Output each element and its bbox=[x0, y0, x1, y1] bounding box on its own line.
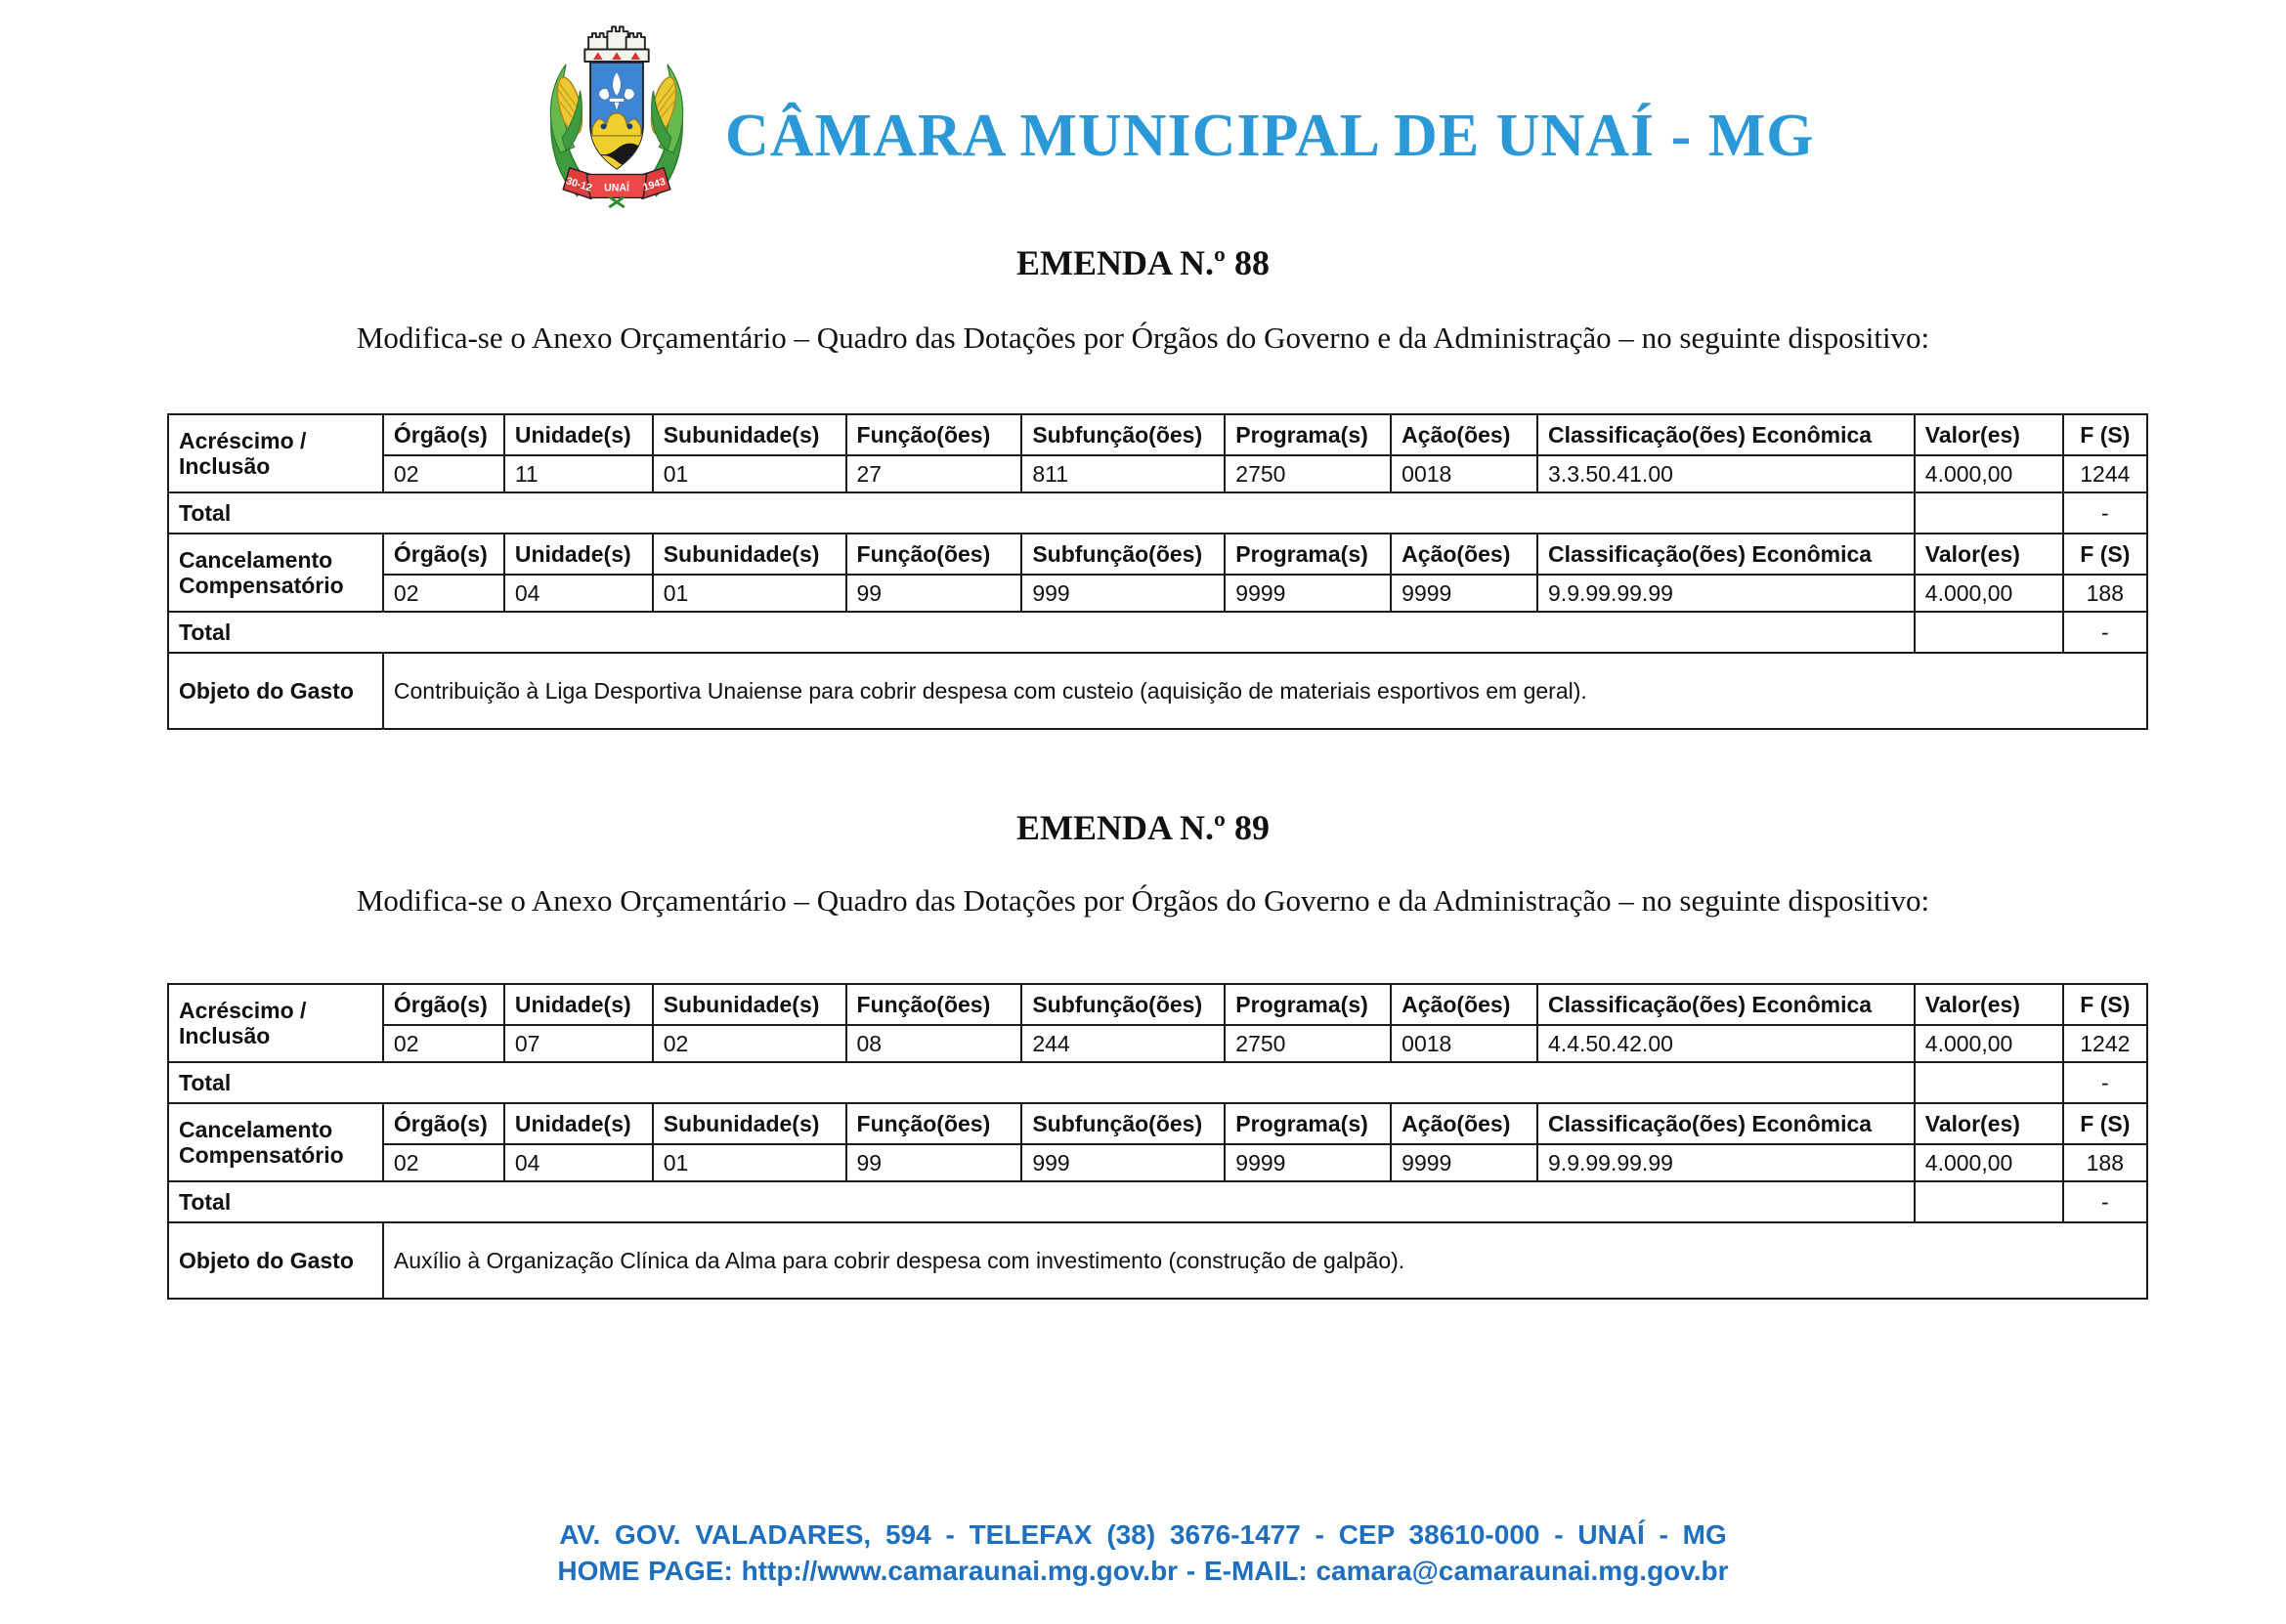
value-cell: 9.9.99.99.99 bbox=[1537, 1144, 1915, 1181]
column-header: Programa(s) bbox=[1225, 414, 1391, 455]
column-header: Unidade(s) bbox=[504, 984, 653, 1025]
column-header: Unidade(s) bbox=[504, 534, 653, 575]
value-cell: 01 bbox=[653, 575, 846, 612]
total-row-label: Total bbox=[168, 612, 1915, 653]
column-header: Subunidade(s) bbox=[653, 414, 846, 455]
ribbon-date-right: 1943 bbox=[641, 175, 668, 194]
column-header: Subunidade(s) bbox=[653, 534, 846, 575]
value-cell: 01 bbox=[653, 1144, 846, 1181]
emenda-89-title: EMENDA N.º 89 bbox=[1016, 808, 1270, 847]
column-header: Valor(es) bbox=[1915, 534, 2063, 575]
column-header: Valor(es) bbox=[1915, 1103, 2063, 1144]
column-header: Órgão(s) bbox=[383, 984, 504, 1025]
value-cell: 08 bbox=[846, 1025, 1022, 1062]
value-cell: 0018 bbox=[1391, 1025, 1537, 1062]
emenda-88-title: EMENDA N.º 88 bbox=[1016, 243, 1270, 282]
column-header: F (S) bbox=[2063, 414, 2147, 455]
column-header: Órgão(s) bbox=[383, 414, 504, 455]
value-cell: 9999 bbox=[1225, 575, 1391, 612]
value-cell: 999 bbox=[1021, 575, 1225, 612]
value-cell: 04 bbox=[504, 1144, 653, 1181]
emenda-89-budget-table bbox=[167, 983, 2148, 1300]
objeto-label: Objeto do Gasto bbox=[168, 653, 383, 729]
total-row-label: Total bbox=[168, 1062, 1915, 1103]
value-cell: 07 bbox=[504, 1025, 653, 1062]
value-cell: 999 bbox=[1021, 1144, 1225, 1181]
value-cell: 244 bbox=[1021, 1025, 1225, 1062]
column-header: F (S) bbox=[2063, 1103, 2147, 1144]
value-cell: 188 bbox=[2063, 575, 2147, 612]
coat-of-arms-icon bbox=[539, 12, 694, 209]
column-header: Subfunção(ões) bbox=[1021, 414, 1225, 455]
value-cell: 02 bbox=[383, 1025, 504, 1062]
column-header: Ação(ões) bbox=[1391, 414, 1537, 455]
value-cell: 11 bbox=[504, 455, 653, 492]
section-label: Acréscimo / Inclusão bbox=[168, 984, 383, 1062]
column-header: Subfunção(ões) bbox=[1021, 534, 1225, 575]
total-valor-cell bbox=[1915, 612, 2063, 653]
column-header: Classificação(ões) Econômica bbox=[1537, 414, 1915, 455]
value-cell: 811 bbox=[1021, 455, 1225, 492]
emenda-88-budget-table bbox=[167, 413, 2148, 730]
total-fs-cell: - bbox=[2063, 1062, 2147, 1103]
column-header: F (S) bbox=[2063, 534, 2147, 575]
total-fs-cell: - bbox=[2063, 1181, 2147, 1222]
value-cell: 01 bbox=[653, 455, 846, 492]
column-header: Programa(s) bbox=[1225, 1103, 1391, 1144]
value-cell: 02 bbox=[383, 455, 504, 492]
organization-title: CÂMARA MUNICIPAL DE UNAÍ - MG bbox=[725, 103, 1815, 169]
objeto-text: Auxílio à Organização Clínica da Alma para cobrir despesa com investimento (construção de galpão). bbox=[383, 1222, 2147, 1299]
emenda-88-intro: Modifica-se o Anexo Orçamentário – Quadro das Dotações por Órgãos do Governo e da Administração – no seguinte dispositivo: bbox=[356, 321, 1930, 355]
total-row-label: Total bbox=[168, 1181, 1915, 1222]
value-cell: 02 bbox=[383, 1144, 504, 1181]
total-row-label: Total bbox=[168, 492, 1915, 534]
column-header: Subunidade(s) bbox=[653, 1103, 846, 1144]
column-header: Valor(es) bbox=[1915, 984, 2063, 1025]
column-header: Ação(ões) bbox=[1391, 1103, 1537, 1144]
column-header: Órgão(s) bbox=[383, 534, 504, 575]
value-cell: 4.000,00 bbox=[1915, 1025, 2063, 1062]
value-cell: 9.9.99.99.99 bbox=[1537, 575, 1915, 612]
total-fs-cell: - bbox=[2063, 612, 2147, 653]
column-header: Programa(s) bbox=[1225, 534, 1391, 575]
column-header: Classificação(ões) Econômica bbox=[1537, 984, 1915, 1025]
value-cell: 4.000,00 bbox=[1915, 1144, 2063, 1181]
footer-contact-line: HOME PAGE: http://www.camaraunai.mg.gov.br - E-MAIL: camara@camaraunai.mg.gov.br bbox=[557, 1556, 1729, 1586]
column-header: Classificação(ões) Econômica bbox=[1537, 534, 1915, 575]
total-valor-cell bbox=[1915, 1181, 2063, 1222]
coat-of-arms-logo bbox=[539, 12, 694, 209]
value-cell: 02 bbox=[653, 1025, 846, 1062]
value-cell: 4.4.50.42.00 bbox=[1537, 1025, 1915, 1062]
column-header: Subunidade(s) bbox=[653, 984, 846, 1025]
column-header: Classificação(ões) Econômica bbox=[1537, 1103, 1915, 1144]
value-cell: 1242 bbox=[2063, 1025, 2147, 1062]
value-cell: 4.000,00 bbox=[1915, 455, 2063, 492]
column-header: Programa(s) bbox=[1225, 984, 1391, 1025]
value-cell: 1244 bbox=[2063, 455, 2147, 492]
value-cell: 27 bbox=[846, 455, 1022, 492]
column-header: F (S) bbox=[2063, 984, 2147, 1025]
column-header: Valor(es) bbox=[1915, 414, 2063, 455]
value-cell: 99 bbox=[846, 1144, 1022, 1181]
value-cell: 0018 bbox=[1391, 455, 1537, 492]
ribbon-city-name: UNAÍ bbox=[604, 182, 629, 194]
value-cell: 04 bbox=[504, 575, 653, 612]
column-header: Ação(ões) bbox=[1391, 984, 1537, 1025]
value-cell: 9999 bbox=[1391, 1144, 1537, 1181]
value-cell: 9999 bbox=[1391, 575, 1537, 612]
objeto-text: Contribuição à Liga Desportiva Unaiense para cobrir despesa com custeio (aquisição de materiais esportivos em geral). bbox=[383, 653, 2147, 729]
value-cell: 2750 bbox=[1225, 455, 1391, 492]
column-header: Função(ões) bbox=[846, 414, 1022, 455]
value-cell: 02 bbox=[383, 575, 504, 612]
section-label: Cancelamento Compensatório bbox=[168, 534, 383, 612]
column-header: Unidade(s) bbox=[504, 1103, 653, 1144]
value-cell: 9999 bbox=[1225, 1144, 1391, 1181]
column-header: Função(ões) bbox=[846, 1103, 1022, 1144]
ribbon-date-left: 30-12 bbox=[564, 175, 594, 194]
value-cell: 188 bbox=[2063, 1144, 2147, 1181]
column-header: Subfunção(ões) bbox=[1021, 1103, 1225, 1144]
letterhead-footer bbox=[0, 1517, 2286, 1589]
column-header: Função(ões) bbox=[846, 534, 1022, 575]
total-valor-cell bbox=[1915, 492, 2063, 534]
column-header: Subfunção(ões) bbox=[1021, 984, 1225, 1025]
section-label: Acréscimo / Inclusão bbox=[168, 414, 383, 492]
footer-address-line: AV. GOV. VALADARES, 594 - TELEFAX (38) 3676-1477 - CEP 38610-000 - UNAÍ - MG bbox=[559, 1519, 1727, 1550]
value-cell: 4.000,00 bbox=[1915, 575, 2063, 612]
value-cell: 99 bbox=[846, 575, 1022, 612]
section-label: Cancelamento Compensatório bbox=[168, 1103, 383, 1181]
column-header: Função(ões) bbox=[846, 984, 1022, 1025]
emenda-89-intro: Modifica-se o Anexo Orçamentário – Quadro das Dotações por Órgãos do Governo e da Administração – no seguinte dispositivo: bbox=[356, 883, 1930, 918]
objeto-label: Objeto do Gasto bbox=[168, 1222, 383, 1299]
column-header: Órgão(s) bbox=[383, 1103, 504, 1144]
total-valor-cell bbox=[1915, 1062, 2063, 1103]
value-cell: 3.3.50.41.00 bbox=[1537, 455, 1915, 492]
value-cell: 2750 bbox=[1225, 1025, 1391, 1062]
column-header: Ação(ões) bbox=[1391, 534, 1537, 575]
column-header: Unidade(s) bbox=[504, 414, 653, 455]
total-fs-cell: - bbox=[2063, 492, 2147, 534]
